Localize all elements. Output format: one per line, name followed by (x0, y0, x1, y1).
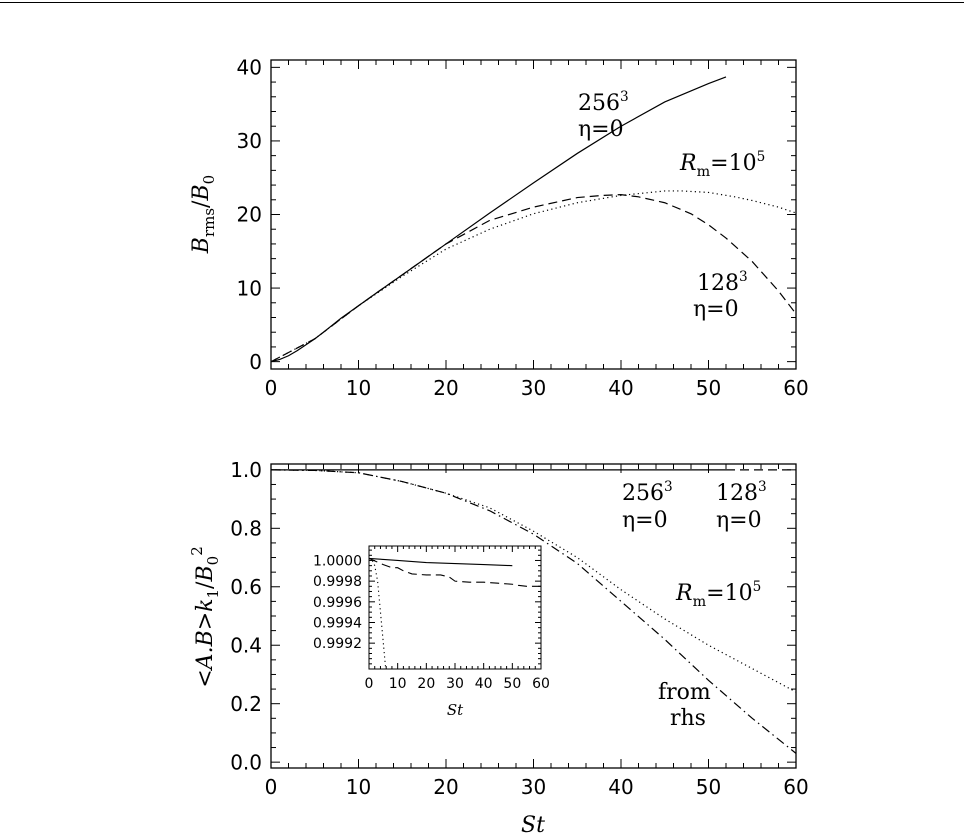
bottom-x-tick-label: 50 (695, 775, 722, 799)
top-y-tick-label: 20 (236, 202, 262, 227)
inset-x-tick-label: 10 (388, 676, 407, 692)
bottom-x-tick-label: 30 (520, 775, 547, 799)
bottom-annotation-rm: $R_m=10^5$ (676, 578, 762, 611)
top-y-tick-label: 40 (236, 55, 262, 80)
inset-y-tick-label: 0.9992 (313, 636, 362, 653)
inset-x-tick-label: 60 (532, 676, 550, 692)
top-x-tick-label: 10 (345, 376, 372, 400)
bottom-x-tick-label: 60 (783, 775, 809, 799)
top-y-tick-label: 0 (249, 349, 262, 374)
inset-x-tick-label: 20 (417, 676, 436, 692)
bottom-annotation-eta-256: η=0 (622, 508, 668, 533)
inset-x-tick-label: 50 (503, 676, 522, 692)
bottom-y-tick-label: 0.2 (230, 691, 262, 716)
bottom-x-tick-label: 0 (264, 775, 278, 799)
bottom-y-tick-label: 1.0 (230, 458, 262, 483)
bottom-x-tick-label: 10 (345, 775, 372, 799)
top-annotation-eta-dashed: η=0 (693, 297, 739, 322)
inset-y-tick-label: 1.0000 (313, 553, 362, 570)
inset-panel (313, 546, 550, 719)
top-annotation-128: $128^3$ (697, 268, 748, 296)
inset-y-tick-label: 0.9996 (313, 594, 362, 611)
top-annotation-rm: $R_m=10^5$ (680, 148, 766, 181)
bottom-x-axis-label: St (521, 813, 545, 836)
inset-x-tick-label: 40 (474, 676, 493, 692)
inset-background (369, 546, 541, 669)
bottom-x-tick-label: 20 (433, 775, 459, 799)
bottom-annotation-256: $256^3$ (622, 478, 673, 506)
inset-x-axis-label: St (446, 701, 464, 719)
inset-x-tick-label: 0 (364, 676, 374, 692)
top-annotation-256: $256^3$ (578, 88, 629, 116)
bottom-annotation-eta-128: η=0 (716, 508, 762, 533)
top-y-tick-label: 10 (236, 276, 262, 301)
bottom-y-tick-label: 0.6 (230, 574, 262, 599)
bottom-y-tick-label: 0.8 (230, 516, 262, 541)
bottom-annotation-128: $128^3$ (716, 478, 767, 506)
bottom-panel (188, 458, 809, 836)
top-frame (271, 60, 796, 369)
bottom-annotation-rhs: rhs (670, 706, 706, 731)
top-x-tick-label: 50 (695, 376, 722, 400)
bottom-y-tick-label: 0.4 (230, 633, 262, 658)
inset-y-tick-label: 0.9994 (313, 615, 362, 632)
bottom-y-tick-label: 0.0 (230, 750, 262, 775)
top-x-tick-label: 40 (608, 376, 634, 400)
bottom-x-tick-label: 40 (608, 775, 634, 799)
top-x-tick-label: 30 (520, 376, 547, 400)
top-y-axis-label: $B_{rms}/B_0$ (189, 174, 218, 254)
top-panel (189, 56, 809, 400)
top-series-solid (271, 77, 726, 362)
top-y-tick-label: 30 (236, 129, 262, 154)
top-x-tick-label: 20 (433, 376, 459, 400)
bottom-annotation-from: from (658, 680, 711, 705)
top-x-tick-label: 60 (783, 376, 809, 400)
top-x-tick-label: 0 (264, 376, 278, 400)
inset-y-tick-label: 0.9998 (313, 574, 362, 591)
bottom-y-axis-label: $<A.B>k_1/B_0^2$ (188, 546, 222, 688)
top-annotation-eta-solid: η=0 (578, 117, 624, 142)
inset-x-tick-label: 30 (446, 676, 464, 692)
